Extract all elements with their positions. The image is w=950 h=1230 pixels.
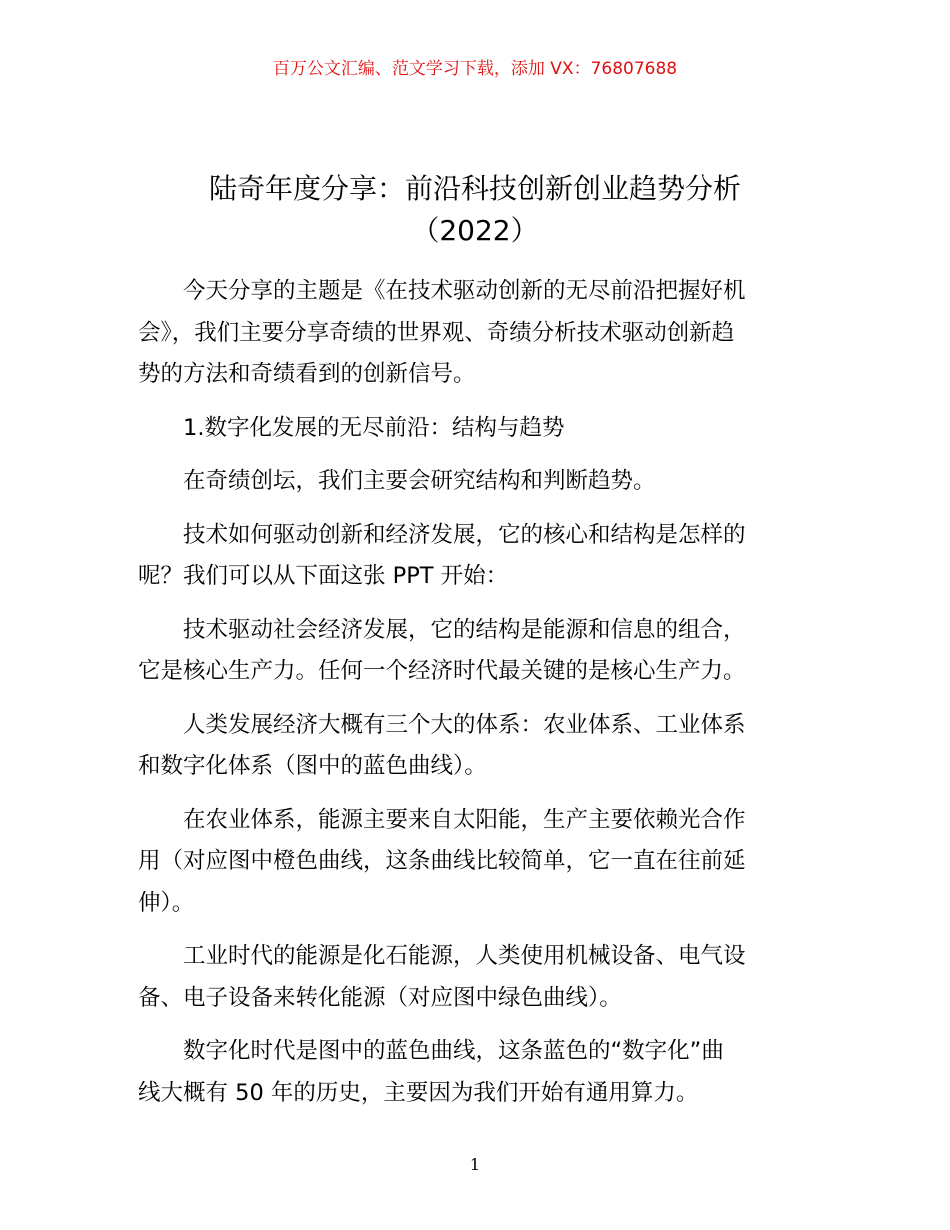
paragraph-line: 用（对应图中橙色曲线，这条曲线比较简单，它一直在往前延 [138, 848, 746, 874]
paragraph-line: 它是核心生产力。任何一个经济时代最关键的是核心生产力。 [138, 658, 746, 684]
paragraph-line: 和数字化体系（图中的蓝色曲线）。 [138, 753, 487, 779]
title-line-1: 陆奇年度分享：前沿科技创新创业趋势分析 [208, 172, 741, 205]
title-line-2: （2022） [411, 214, 539, 247]
paragraph-line: 备、电子设备来转化能源（对应图中绿色曲线）。 [138, 984, 622, 1011]
paragraph-line: 会》，我们主要分享奇绩的世界观、奇绩分析技术驱动创新趋 [138, 319, 735, 346]
paragraph-line: 呢？我们可以从下面这张 PPT 开始： [138, 563, 509, 589]
paragraph [138, 936, 818, 1019]
paragraph-line: 技术如何驱动创新和经济发展，它的核心和结构是怎样的 [183, 521, 746, 548]
page-number: 1 [469, 1155, 481, 1174]
paragraph-line: 在奇绩创坛，我们主要会研究结构和判断趋势。 [183, 468, 656, 494]
paragraph [138, 1031, 818, 1114]
paragraph-line: 1.数字化发展的无尽前沿：结构与趋势 [183, 414, 565, 441]
paragraph-line: 势的方法和奇绩看到的创新信号。 [138, 361, 476, 387]
paragraph-line: 在农业体系，能源主要来自太阳能，生产主要依赖光合作 [183, 806, 746, 833]
paragraph [138, 515, 818, 598]
paragraph [138, 705, 818, 788]
paragraph-line: 今天分享的主题是《在技术驱动创新的无尽前沿把握好机 [183, 278, 746, 304]
paragraph-line: 线大概有 50 年的历史，主要因为我们开始有通用算力。 [138, 1079, 699, 1106]
document-body [138, 271, 818, 1126]
paragraph-intro [138, 271, 818, 396]
paragraph [138, 461, 818, 503]
document-title [120, 168, 830, 252]
paragraph-line: 数字化时代是图中的蓝色曲线，这条蓝色的“数字化”曲 [183, 1038, 724, 1064]
paragraph-line: 伸）。 [138, 889, 195, 916]
paragraph-line: 技术驱动社会经济发展，它的结构是能源和信息的组合， [183, 616, 746, 643]
paragraph [138, 610, 818, 693]
paragraph [138, 800, 818, 925]
section-heading [138, 408, 818, 450]
header-watermark-note: 百万公文汇编、范文学习下载，添加 VX：76807688 [272, 59, 678, 79]
paragraph-line: 人类发展经济大概有三个大的体系：农业体系、工业体系 [183, 711, 746, 738]
paragraph-line: 工业时代的能源是化石能源，人类使用机械设备、电气设 [183, 943, 746, 969]
